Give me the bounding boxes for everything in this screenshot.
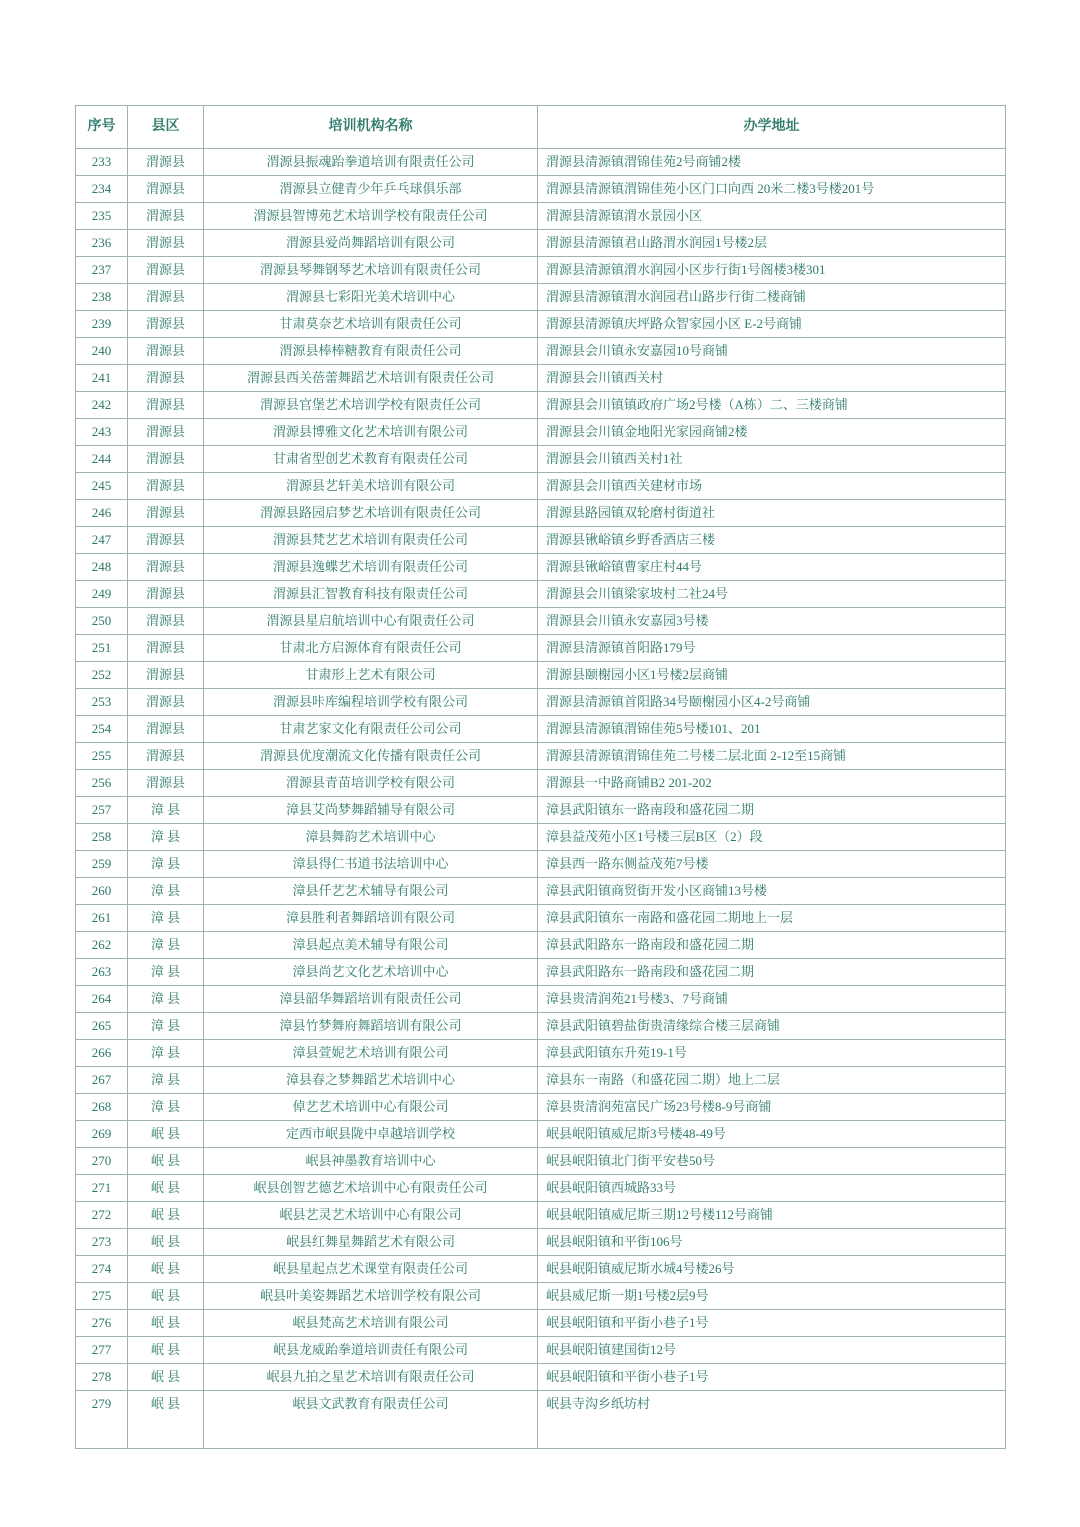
cell-county: 渭源县 [128,176,204,203]
cell-institution-name: 漳县得仁书道书法培训中心 [204,851,538,878]
cell-serial-number: 251 [76,635,128,662]
cell-institution-name: 漳县起点美术辅导有限公司 [204,932,538,959]
cell-county: 渭源县 [128,446,204,473]
table-row [76,608,1006,635]
table-row [76,1040,1006,1067]
cell-address: 岷县岷阳镇威尼斯3号楼48-49号 [538,1121,1006,1148]
cell-institution-name: 漳县胜利者舞蹈培训有限公司 [204,905,538,932]
cell-institution-name: 岷县叶美姿舞蹈艺术培训学校有限公司 [204,1283,538,1310]
cell-county: 岷 县 [128,1310,204,1337]
cell-serial-number: 252 [76,662,128,689]
cell-county: 漳 县 [128,986,204,1013]
cell-county: 渭源县 [128,581,204,608]
cell-institution-name: 渭源县星启航培训中心有限责任公司 [204,608,538,635]
cell-address: 渭源县会川镇梁家坡村二社24号 [538,581,1006,608]
cell-address: 渭源县清源镇渭锦佳苑二号楼二层北面 2-12至15商铺 [538,743,1006,770]
cell-county: 漳 县 [128,797,204,824]
cell-address: 岷县威尼斯一期1号楼2层9号 [538,1283,1006,1310]
table-row [76,743,1006,770]
cell-serial-number: 271 [76,1175,128,1202]
cell-serial-number: 237 [76,257,128,284]
cell-county: 漳 县 [128,1013,204,1040]
table-row [76,1175,1006,1202]
cell-address: 渭源县会川镇永安嘉园10号商铺 [538,338,1006,365]
cell-county: 渭源县 [128,689,204,716]
cell-address: 渭源县会川镇西关村1社 [538,446,1006,473]
cell-serial-number: 240 [76,338,128,365]
cell-address: 渭源县会川镇镇政府广场2号楼（A栋）二、三楼商铺 [538,392,1006,419]
cell-serial-number: 242 [76,392,128,419]
table-row [76,1013,1006,1040]
cell-address: 漳县东一南路（和盛花园二期）地上二层 [538,1067,1006,1094]
cell-serial-number: 261 [76,905,128,932]
cell-county: 渭源县 [128,338,204,365]
cell-serial-number: 257 [76,797,128,824]
table-row [76,365,1006,392]
table-row [76,1094,1006,1121]
table-row [76,1391,1006,1449]
cell-address: 岷县岷阳镇北门街平安巷50号 [538,1148,1006,1175]
cell-institution-name: 漳县仟艺艺术辅导有限公司 [204,878,538,905]
cell-serial-number: 267 [76,1067,128,1094]
cell-county: 渭源县 [128,770,204,797]
cell-serial-number: 264 [76,986,128,1013]
cell-county: 岷 县 [128,1337,204,1364]
table-row [76,770,1006,797]
cell-county: 渭源县 [128,635,204,662]
cell-address: 渭源县会川镇永安嘉园3号楼 [538,608,1006,635]
table-row [76,662,1006,689]
cell-serial-number: 255 [76,743,128,770]
table-header-row [76,106,1006,149]
cell-address: 岷县岷阳镇和平街小巷子1号 [538,1310,1006,1337]
cell-serial-number: 254 [76,716,128,743]
header-serial-number: 序号 [76,106,128,149]
table-row [76,446,1006,473]
cell-address: 渭源县清源镇首阳路34号颐榭园小区4-2号商铺 [538,689,1006,716]
cell-serial-number: 244 [76,446,128,473]
cell-county: 渭源县 [128,419,204,446]
cell-county: 渭源县 [128,473,204,500]
table-row [76,1364,1006,1391]
table-row [76,689,1006,716]
cell-institution-name: 岷县星起点艺术课堂有限责任公司 [204,1256,538,1283]
cell-institution-name: 甘肃形上艺术有限公司 [204,662,538,689]
cell-county: 岷 县 [128,1121,204,1148]
cell-county: 漳 县 [128,878,204,905]
table-row [76,284,1006,311]
cell-serial-number: 250 [76,608,128,635]
cell-institution-name: 漳县春之梦舞蹈艺术培训中心 [204,1067,538,1094]
cell-county: 渭源县 [128,311,204,338]
cell-serial-number: 268 [76,1094,128,1121]
cell-serial-number: 269 [76,1121,128,1148]
header-address: 办学地址 [538,106,1006,149]
training-institutions-table [75,105,1006,1449]
cell-county: 渭源县 [128,716,204,743]
table-row [76,635,1006,662]
cell-serial-number: 234 [76,176,128,203]
table-row [76,203,1006,230]
cell-institution-name: 渭源县爱尚舞蹈培训有限公司 [204,230,538,257]
cell-serial-number: 248 [76,554,128,581]
cell-institution-name: 渭源县西关蓓蕾舞蹈艺术培训有限责任公司 [204,365,538,392]
cell-county: 漳 县 [128,905,204,932]
cell-institution-name: 甘肃莫奈艺术培训有限责任公司 [204,311,538,338]
cell-county: 渭源县 [128,284,204,311]
cell-address: 漳县武阳镇东升苑19-1号 [538,1040,1006,1067]
cell-county: 渭源县 [128,527,204,554]
table-row [76,824,1006,851]
cell-serial-number: 263 [76,959,128,986]
cell-county: 渭源县 [128,608,204,635]
cell-address: 岷县岷阳镇西城路33号 [538,1175,1006,1202]
cell-address: 岷县寺沟乡纸坊村 [538,1391,1006,1449]
cell-address: 岷县岷阳镇威尼斯水城4号楼26号 [538,1256,1006,1283]
header-institution-name: 培训机构名称 [204,106,538,149]
table-row [76,1067,1006,1094]
table-row [76,149,1006,176]
cell-institution-name: 定西市岷县陇中卓越培训学校 [204,1121,538,1148]
cell-address: 漳县益茂苑小区1号楼三层B区（2）段 [538,824,1006,851]
cell-address: 渭源县清源镇渭锦佳苑2号商铺2楼 [538,149,1006,176]
cell-serial-number: 265 [76,1013,128,1040]
cell-county: 漳 县 [128,1040,204,1067]
cell-institution-name: 渭源县智博苑艺术培训学校有限责任公司 [204,203,538,230]
cell-institution-name: 渭源县琴舞钢琴艺术培训有限责任公司 [204,257,538,284]
table-row [76,581,1006,608]
table-row [76,716,1006,743]
table-row [76,797,1006,824]
cell-county: 漳 县 [128,932,204,959]
cell-institution-name: 倬艺艺术培训中心有限公司 [204,1094,538,1121]
table-row [76,959,1006,986]
table-row [76,176,1006,203]
table-row [76,419,1006,446]
table-row [76,878,1006,905]
cell-serial-number: 276 [76,1310,128,1337]
table-row [76,230,1006,257]
cell-institution-name: 岷县梵高艺术培训有限公司 [204,1310,538,1337]
table-row [76,851,1006,878]
cell-address: 渭源县清源镇君山路渭水润园1号楼2层 [538,230,1006,257]
cell-county: 渭源县 [128,500,204,527]
cell-institution-name: 岷县艺灵艺术培训中心有限公司 [204,1202,538,1229]
table-row [76,392,1006,419]
cell-institution-name: 渭源县艺轩美术培训有限公司 [204,473,538,500]
cell-county: 漳 县 [128,1067,204,1094]
cell-institution-name: 漳县萱妮艺术培训有限公司 [204,1040,538,1067]
cell-institution-name: 渭源县优度潮流文化传播有限责任公司 [204,743,538,770]
table-row [76,986,1006,1013]
table-row [76,1121,1006,1148]
cell-institution-name: 漳县艾尚梦舞蹈辅导有限公司 [204,797,538,824]
table-row [76,554,1006,581]
cell-address: 漳县武阳镇碧盐街贵清缘综合楼三层商铺 [538,1013,1006,1040]
cell-institution-name: 漳县尚艺文化艺术培训中心 [204,959,538,986]
cell-serial-number: 260 [76,878,128,905]
cell-serial-number: 253 [76,689,128,716]
cell-institution-name: 渭源县汇智教育科技有限责任公司 [204,581,538,608]
cell-address: 岷县岷阳镇威尼斯三期12号楼112号商铺 [538,1202,1006,1229]
cell-county: 岷 县 [128,1148,204,1175]
cell-address: 渭源县路园镇双轮磨村街道社 [538,500,1006,527]
cell-address: 渭源县清源镇渭水润园君山路步行街二楼商铺 [538,284,1006,311]
cell-county: 岷 县 [128,1391,204,1449]
cell-county: 岷 县 [128,1229,204,1256]
cell-institution-name: 岷县龙威跆拳道培训责任有限公司 [204,1337,538,1364]
cell-address: 渭源县清源镇渭水润园小区步行街1号阁楼3楼301 [538,257,1006,284]
cell-serial-number: 246 [76,500,128,527]
table-row [76,1283,1006,1310]
cell-institution-name: 甘肃省型创艺术教育有限责任公司 [204,446,538,473]
cell-institution-name: 渭源县振魂跆拳道培训有限责任公司 [204,149,538,176]
cell-address: 渭源县会川镇西关村 [538,365,1006,392]
cell-institution-name: 渭源县棒棒糖教育有限责任公司 [204,338,538,365]
cell-address: 渭源县清源镇渭锦佳苑5号楼101、201 [538,716,1006,743]
cell-institution-name: 渭源县咔库编程培训学校有限公司 [204,689,538,716]
table-row [76,1229,1006,1256]
cell-county: 渭源县 [128,365,204,392]
cell-serial-number: 256 [76,770,128,797]
cell-serial-number: 249 [76,581,128,608]
cell-serial-number: 262 [76,932,128,959]
cell-institution-name: 渭源县青苗培训学校有限公司 [204,770,538,797]
cell-institution-name: 渭源县立健青少年乒乓球俱乐部 [204,176,538,203]
cell-address: 岷县岷阳镇和平街106号 [538,1229,1006,1256]
cell-institution-name: 甘肃艺家文化有限责任公司公司 [204,716,538,743]
cell-serial-number: 270 [76,1148,128,1175]
cell-serial-number: 259 [76,851,128,878]
cell-county: 渭源县 [128,203,204,230]
table-row [76,1202,1006,1229]
cell-address: 漳县武阳镇商贸街开发小区商铺13号楼 [538,878,1006,905]
table-row [76,1310,1006,1337]
cell-county: 渭源县 [128,149,204,176]
cell-address: 渭源县清源镇渭锦佳苑小区门口向西 20米二楼3号楼201号 [538,176,1006,203]
cell-institution-name: 漳县舞韵艺术培训中心 [204,824,538,851]
cell-address: 漳县武阳路东一路南段和盛花园二期 [538,932,1006,959]
table-row [76,311,1006,338]
cell-address: 漳县贵清润苑富民广场23号楼8-9号商铺 [538,1094,1006,1121]
cell-serial-number: 272 [76,1202,128,1229]
cell-county: 漳 县 [128,824,204,851]
cell-serial-number: 279 [76,1391,128,1449]
cell-address: 漳县武阳路东一路南段和盛花园二期 [538,959,1006,986]
table-row [76,905,1006,932]
cell-institution-name: 漳县韶华舞蹈培训有限责任公司 [204,986,538,1013]
cell-address: 漳县西一路东侧益茂苑7号楼 [538,851,1006,878]
cell-address: 渭源县会川镇西关建材市场 [538,473,1006,500]
cell-address: 渭源县锹峪镇乡野香酒店三楼 [538,527,1006,554]
cell-county: 渭源县 [128,257,204,284]
cell-address: 岷县岷阳镇建国街12号 [538,1337,1006,1364]
cell-address: 渭源县会川镇金地阳光家园商铺2楼 [538,419,1006,446]
cell-institution-name: 岷县神墨教育培训中心 [204,1148,538,1175]
cell-institution-name: 岷县创智艺德艺术培训中心有限责任公司 [204,1175,538,1202]
cell-institution-name: 渭源县官堡艺术培训学校有限责任公司 [204,392,538,419]
cell-serial-number: 258 [76,824,128,851]
table-row [76,473,1006,500]
table-row [76,338,1006,365]
cell-institution-name: 渭源县梵艺艺术培训有限责任公司 [204,527,538,554]
cell-address: 漳县武阳镇东一南路和盛花园二期地上一层 [538,905,1006,932]
cell-serial-number: 241 [76,365,128,392]
cell-address: 渭源县清源镇渭水景园小区 [538,203,1006,230]
table-row [76,1148,1006,1175]
cell-institution-name: 岷县九拍之星艺术培训有限责任公司 [204,1364,538,1391]
cell-address: 渭源县清源镇首阳路179号 [538,635,1006,662]
cell-serial-number: 233 [76,149,128,176]
cell-address: 岷县岷阳镇和平街小巷子1号 [538,1364,1006,1391]
cell-institution-name: 渭源县七彩阳光美术培训中心 [204,284,538,311]
cell-address: 渭源县锹峪镇曹家庄村44号 [538,554,1006,581]
cell-institution-name: 岷县文武教育有限责任公司 [204,1391,538,1449]
header-county: 县区 [128,106,204,149]
cell-serial-number: 235 [76,203,128,230]
cell-institution-name: 甘肃北方启源体育有限责任公司 [204,635,538,662]
table-row [76,1256,1006,1283]
cell-county: 岷 县 [128,1175,204,1202]
cell-address: 漳县武阳镇东一路南段和盛花园二期 [538,797,1006,824]
table-row [76,257,1006,284]
cell-serial-number: 278 [76,1364,128,1391]
cell-serial-number: 274 [76,1256,128,1283]
table-row [76,932,1006,959]
cell-serial-number: 238 [76,284,128,311]
cell-institution-name: 渭源县博雅文化艺术培训有限公司 [204,419,538,446]
cell-serial-number: 273 [76,1229,128,1256]
cell-institution-name: 渭源县路园启梦艺术培训有限责任公司 [204,500,538,527]
cell-county: 漳 县 [128,851,204,878]
cell-county: 渭源县 [128,662,204,689]
table-body [76,149,1006,1449]
cell-county: 渭源县 [128,392,204,419]
cell-institution-name: 岷县红舞星舞蹈艺术有限公司 [204,1229,538,1256]
cell-serial-number: 239 [76,311,128,338]
table-row [76,1337,1006,1364]
cell-county: 漳 县 [128,959,204,986]
cell-institution-name: 漳县竹梦舞府舞蹈培训有限公司 [204,1013,538,1040]
cell-serial-number: 243 [76,419,128,446]
cell-address: 渭源县一中路商铺B2 201-202 [538,770,1006,797]
cell-address: 渭源县清源镇庆坪路众智家园小区 E-2号商铺 [538,311,1006,338]
cell-address: 渭源县颐榭园小区1号楼2层商铺 [538,662,1006,689]
cell-institution-name: 渭源县逸蝶艺术培训有限责任公司 [204,554,538,581]
table-row [76,527,1006,554]
cell-serial-number: 236 [76,230,128,257]
cell-county: 漳 县 [128,1094,204,1121]
cell-serial-number: 275 [76,1283,128,1310]
cell-county: 渭源县 [128,743,204,770]
cell-address: 漳县贵清润苑21号楼3、7号商铺 [538,986,1006,1013]
cell-county: 岷 县 [128,1256,204,1283]
cell-county: 渭源县 [128,230,204,257]
cell-county: 渭源县 [128,554,204,581]
cell-serial-number: 247 [76,527,128,554]
cell-county: 岷 县 [128,1364,204,1391]
cell-serial-number: 245 [76,473,128,500]
table-row [76,500,1006,527]
cell-serial-number: 266 [76,1040,128,1067]
cell-county: 岷 县 [128,1283,204,1310]
cell-county: 岷 县 [128,1202,204,1229]
cell-serial-number: 277 [76,1337,128,1364]
